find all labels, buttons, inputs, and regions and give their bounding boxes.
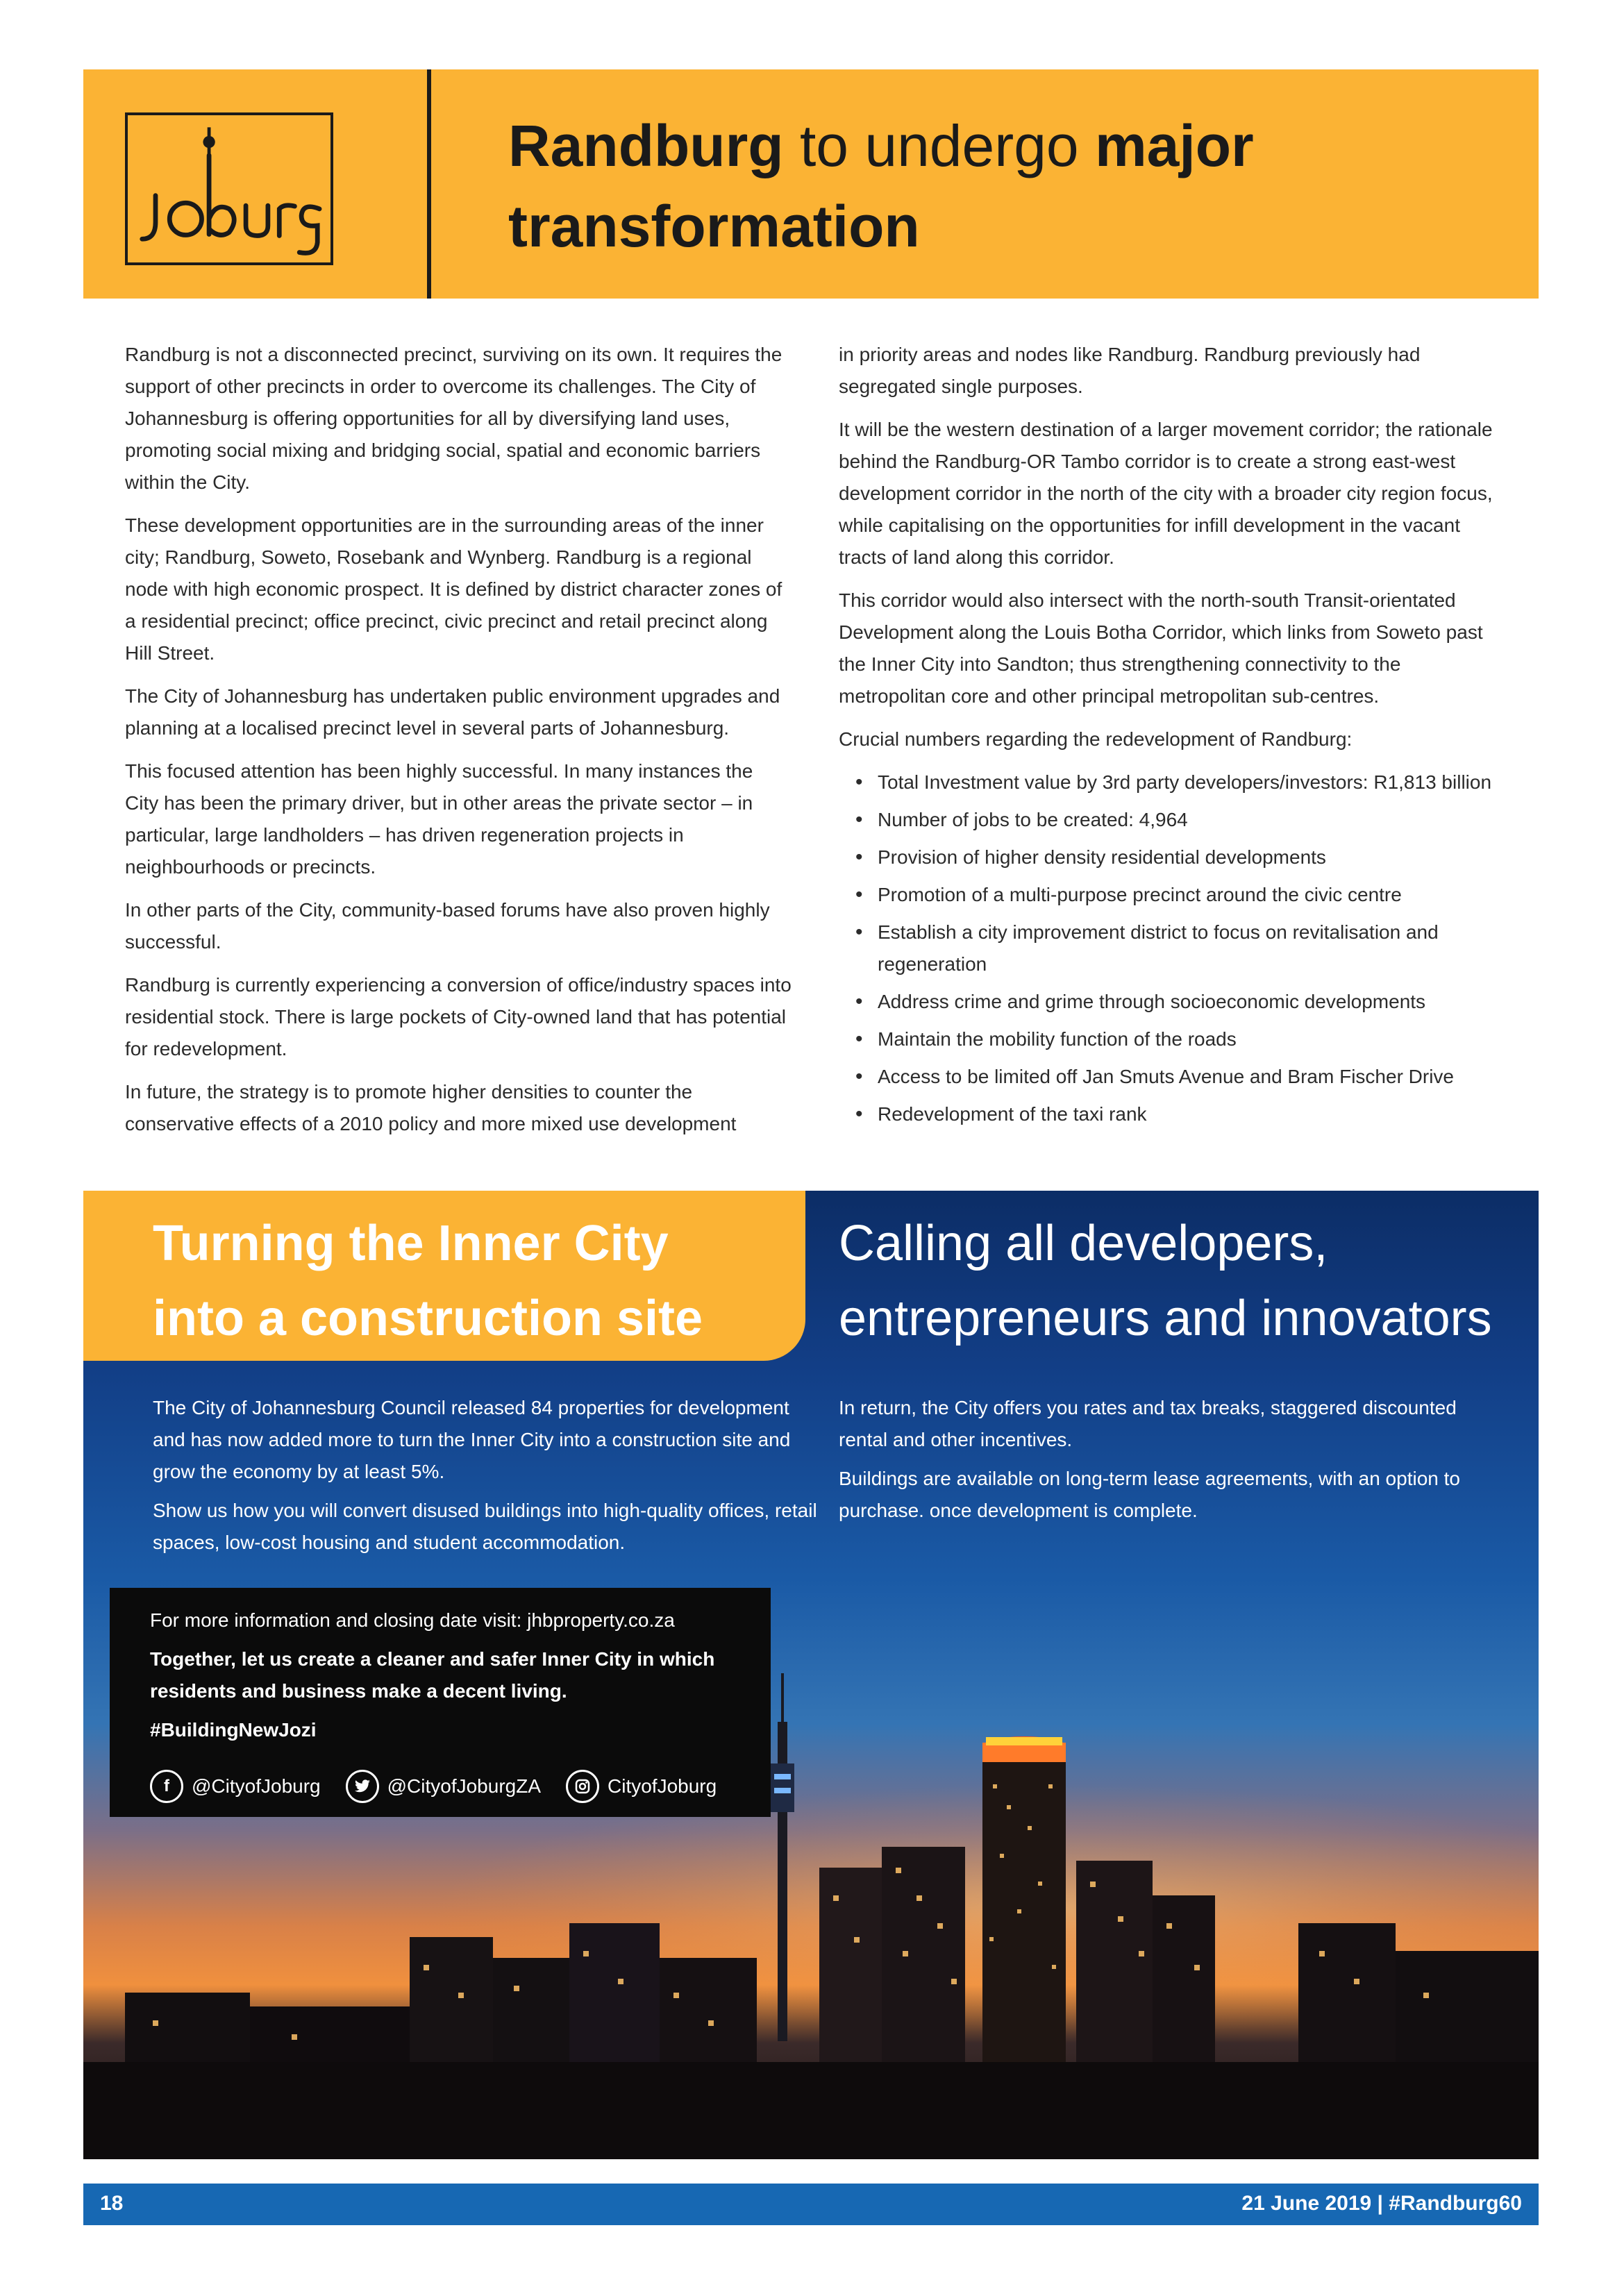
- list-item: • Maintain the mobility function of the roads: [855, 1023, 1512, 1055]
- facebook-handle: @CityofJoburg: [192, 1775, 321, 1797]
- facebook-icon: f: [150, 1770, 183, 1803]
- twitter-handle: @CityofJoburgZA: [387, 1775, 541, 1797]
- header-divider: [427, 69, 431, 299]
- list-item: • Redevelopment of the taxi rank: [855, 1098, 1512, 1130]
- info-box: [110, 1588, 771, 1817]
- advert-title-right-line-2: entrepreneurs and innovators: [839, 1291, 1492, 1346]
- list-item: • Provision of higher density residential developments: [855, 841, 1512, 873]
- tagline-text: Together, let us create a cleaner and safer Inner City in which residents and business make a decent living.: [150, 1648, 715, 1702]
- article-paragraph: This corridor would also intersect with the north-south Transit-orientated Development along the Louis Botha Corridor, which links from Soweto past the Inner City into Sandton; thus strengthening connectivity to the metropolitan core and other principal metropolitan sub-centres.: [839, 589, 1483, 707]
- headline-bold-major: major: [1094, 113, 1254, 178]
- article-paragraph: In other parts of the City, community-based forums have also proven highly successful.: [125, 899, 770, 953]
- hashtag-text: #BuildingNewJozi: [150, 1719, 317, 1741]
- social-links: [150, 1770, 742, 1803]
- twitter-link[interactable]: [346, 1770, 541, 1803]
- advert-title-right: [839, 1206, 1533, 1356]
- twitter-icon: [346, 1770, 379, 1803]
- advert-title-left: [153, 1206, 805, 1356]
- advert-title-right-line-1: Calling all developers,: [839, 1216, 1328, 1271]
- advert-text-right: [839, 1392, 1498, 1534]
- advert-title-left-line-1: Turning the Inner City: [153, 1216, 669, 1271]
- article-paragraph: The City of Johannesburg has undertaken public environment upgrades and planning at a localised precinct level in several parts of Johannesburg.: [125, 685, 780, 739]
- article-paragraph: Randburg is currently experiencing a conversion of office/industry spaces into residential stock. There is large pockets of City-owned land that has potential for redevelopment.: [125, 974, 792, 1059]
- advert-paragraph: Buildings are available on long-term lease agreements, with an option to purchase. once development is complete.: [839, 1468, 1460, 1521]
- list-item: • Establish a city improvement district to focus on revitalisation and regeneration: [855, 916, 1512, 980]
- article-right-column: [839, 339, 1512, 1136]
- article-left-column: [125, 339, 792, 1151]
- page-number: 18: [100, 2192, 124, 2215]
- list-item: • Number of jobs to be created: 4,964: [855, 804, 1512, 836]
- article-paragraph: in priority areas and nodes like Randburg. Randburg previously had segregated single purposes.: [839, 344, 1421, 397]
- headline-line-2: transformation: [508, 194, 920, 259]
- footer-date-tag: 21 June 2019 | #Randburg60: [1241, 2192, 1522, 2215]
- article-paragraph: These development opportunities are in the surrounding areas of the inner city; Randburg, Soweto, Rosebank and Wynberg. Randburg is a regional node with high economic prospect. It is defined by district character zones of a residential precinct; office precinct, civic precinct and retail precinct along Hill Street.: [125, 514, 782, 664]
- advert-paragraph: The City of Johannesburg Council released 84 properties for development and has now added more to turn the Inner City into a construction site and grow the economy by at least 5%.: [153, 1397, 791, 1482]
- article-paragraph: This focused attention has been highly successful. In many instances the City has been the primary driver, but in other areas the private sector – in particular, large landholders – has driven regeneration projects in neighbourhoods or precincts.: [125, 760, 753, 878]
- article-paragraph: In future, the strategy is to promote higher densities to counter the conservative effects of a 2010 policy and more mixed use development: [125, 1081, 737, 1134]
- advert-paragraph: In return, the City offers you rates and tax breaks, staggered discounted rental and other incentives.: [839, 1397, 1457, 1450]
- article-paragraph: It will be the western destination of a larger movement corridor; the rationale behind the Randburg-OR Tambo corridor is to create a strong east-west development corridor in the north of the city with a broader city region focus, while capitalising on the opportunities for infill development in the vacant tracts of land along this corridor.: [839, 419, 1493, 568]
- advert-title-left-line-2: into a construction site: [153, 1291, 703, 1346]
- headline-light-text: to undergo: [799, 113, 1079, 178]
- more-info-text: For more information and closing date visit: jhbproperty.co.za: [150, 1609, 675, 1631]
- footer-bar: [83, 2184, 1539, 2225]
- instagram-icon: [566, 1770, 599, 1803]
- instagram-handle: CityofJoburg: [608, 1775, 717, 1797]
- page-title: [508, 106, 1508, 267]
- crucial-numbers-list: [839, 766, 1512, 1130]
- advert-paragraph: Show us how you will convert disused buildings into high-quality offices, retail spaces, low-cost housing and student accommodation.: [153, 1500, 817, 1553]
- facebook-link[interactable]: [150, 1770, 321, 1803]
- header-banner: [83, 69, 1539, 299]
- joburg-logo-mark: [128, 115, 330, 262]
- article-paragraph: Randburg is not a disconnected precinct, surviving on its own. It requires the support of other precincts in order to overcome its challenges. The City of Johannesburg is offering opportunities for all by diversifying land uses, promoting social mixing and bridging social, spatial and economic barriers within the City.: [125, 344, 782, 493]
- list-item: • Access to be limited off Jan Smuts Avenue and Bram Fischer Drive: [855, 1061, 1512, 1093]
- headline-bold-randburg: Randburg: [508, 113, 784, 178]
- advert-text-left: [153, 1392, 826, 1566]
- list-item: • Total Investment value by 3rd party developers/investors: R1,813 billion: [855, 766, 1512, 798]
- instagram-link[interactable]: [566, 1770, 717, 1803]
- article-paragraph: Crucial numbers regarding the redevelopment of Randburg:: [839, 728, 1353, 750]
- list-item: • Promotion of a multi-purpose precinct around the civic centre: [855, 879, 1512, 911]
- list-item: • Address crime and grime through socioeconomic developments: [855, 986, 1512, 1018]
- joburg-logo: [125, 112, 333, 265]
- inner-city-advert: [83, 1191, 1539, 2159]
